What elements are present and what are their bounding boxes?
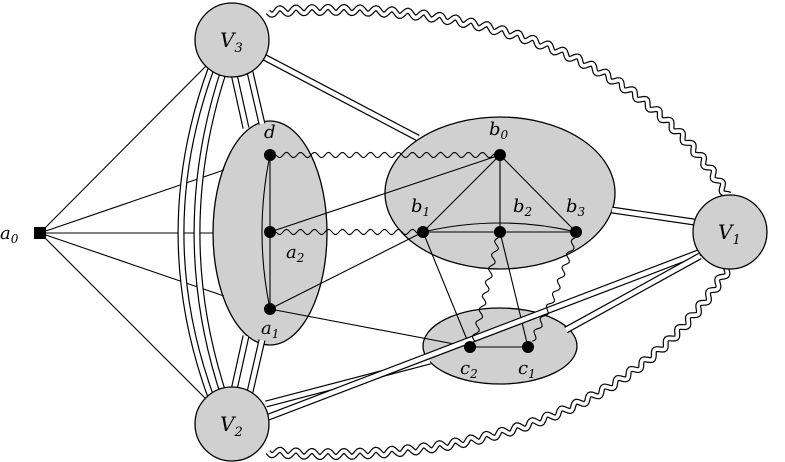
edge-V2-V1 — [266, 250, 706, 418]
edge-V2-region-a-2 — [250, 340, 262, 392]
label-a2: $a_2$ — [286, 242, 305, 265]
label-b1: $b_1$ — [411, 196, 431, 219]
vertex-a1 — [264, 303, 276, 315]
vertex-b0 — [494, 149, 506, 161]
vertex-b2 — [494, 226, 506, 238]
vertex-c2 — [464, 341, 476, 353]
edge-V3-region-a-2 — [250, 72, 262, 124]
vertex-a2 — [264, 226, 276, 238]
label-a1: $a_1$ — [261, 318, 280, 341]
label-d: d — [264, 122, 276, 143]
label-V1: $V_1$ — [718, 220, 741, 248]
vertex-a0 — [34, 227, 46, 239]
vertex-c1 — [522, 341, 534, 353]
label-b3: $b_3$ — [566, 196, 586, 219]
label-b0: $b_0$ — [489, 119, 509, 142]
vertex-b1 — [417, 226, 429, 238]
label-a0: $a_0$ — [0, 223, 19, 246]
label-b2: $b_2$ — [513, 196, 533, 219]
vertex-d — [264, 149, 276, 161]
edge-V2-region-a-1 — [234, 336, 246, 390]
label-V3: $V_3$ — [220, 28, 243, 56]
label-V2: $V_2$ — [220, 412, 243, 440]
edge-V3-region-a-1 — [234, 74, 246, 128]
label-c1: $c_1$ — [518, 358, 536, 381]
vertex-b3 — [570, 226, 582, 238]
label-c2: $c_2$ — [460, 358, 478, 381]
edge-region-b-V1 — [612, 210, 694, 222]
